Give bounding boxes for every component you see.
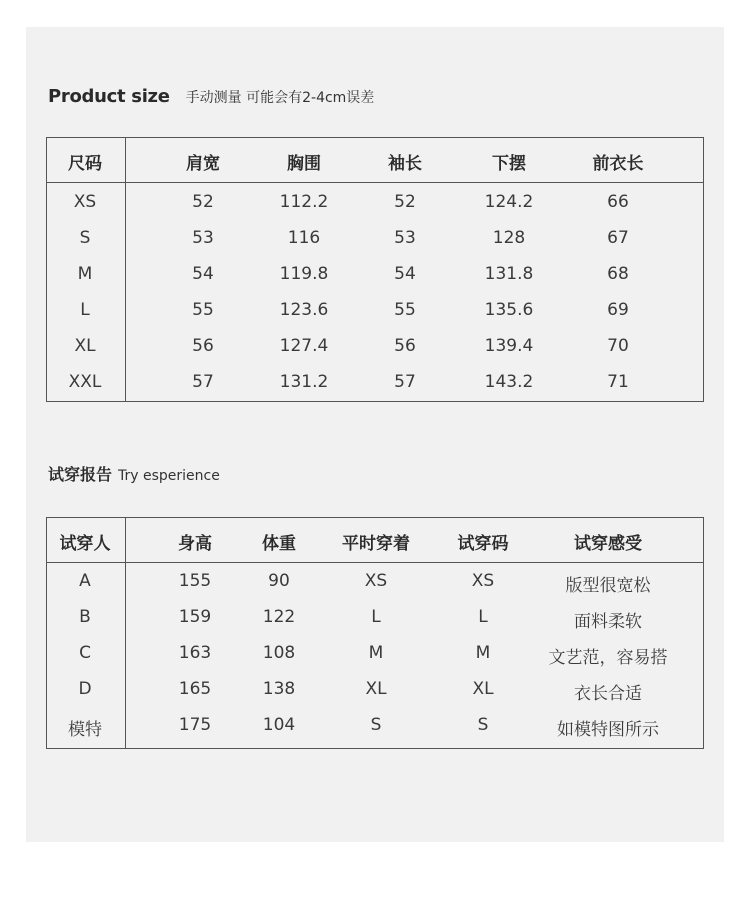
size-table-cell: L (80, 300, 90, 320)
try-table-cell: 如模特图所示 (557, 720, 659, 740)
size-table-cell: M (77, 264, 93, 284)
try-table-cell: 版型很宽松 (565, 576, 651, 596)
size-table-cell: 53 (394, 228, 416, 248)
try-table-header-cell: 体重 (262, 534, 296, 554)
size-table-cell: 68 (607, 264, 629, 284)
size-table-cell: 66 (607, 192, 629, 212)
size-table-header-cell: 袖长 (388, 154, 422, 174)
try-table-header-cell: 试穿码 (457, 534, 509, 554)
try-table-header-divider (47, 562, 703, 563)
try-table-cell: 165 (178, 679, 212, 699)
size-table-cell: 56 (394, 336, 416, 356)
size-table-cell: 54 (192, 264, 214, 284)
try-table-header-cell: 平时穿着 (342, 534, 410, 554)
try-table-cell: 163 (178, 643, 212, 663)
size-table-cell: 69 (607, 300, 629, 320)
try-table-cell: 175 (178, 715, 212, 735)
try-table-cell: M (475, 643, 491, 663)
try-table-cell: D (78, 679, 92, 699)
try-table-header-cell: 试穿感受 (574, 534, 642, 554)
size-table-header-divider (47, 182, 703, 183)
size-table (46, 137, 704, 402)
try-table-cell: 138 (262, 679, 296, 699)
size-table-cell: 67 (607, 228, 629, 248)
size-section-note: 手动测量 可能会有2-4cm误差 (185, 90, 375, 106)
try-table-cell: XL (472, 679, 494, 699)
try-table-cell: C (79, 643, 91, 663)
try-table-cell: XL (365, 679, 387, 699)
try-table-cell: 90 (268, 571, 290, 591)
try-section-title: 试穿报告 (48, 465, 113, 484)
size-table-cell: 131.8 (484, 264, 534, 284)
try-table-cell: B (79, 607, 91, 627)
size-table-cell: 55 (192, 300, 214, 320)
try-table-column-divider (125, 518, 126, 748)
size-section-title: Product size (48, 86, 170, 107)
size-table-cell: XXL (68, 372, 102, 392)
size-table-cell: 54 (394, 264, 416, 284)
size-table-cell: 131.2 (279, 372, 329, 392)
size-table-cell: 128 (492, 228, 526, 248)
size-table-header-cell: 前衣长 (592, 154, 644, 174)
try-table-cell: M (368, 643, 384, 663)
size-table-header-cell: 胸围 (287, 154, 321, 174)
size-table-cell: 70 (607, 336, 629, 356)
try-section-heading (48, 462, 220, 485)
size-table-header-cell: 肩宽 (186, 154, 220, 174)
size-table-cell: 116 (287, 228, 321, 248)
size-table-cell: 53 (192, 228, 214, 248)
try-table-header-cell: 身高 (178, 534, 212, 554)
try-table-cell: 文艺范，容易搭 (548, 648, 668, 668)
size-table-cell: S (79, 228, 91, 248)
size-table-cell: 55 (394, 300, 416, 320)
size-table-cell: 123.6 (279, 300, 329, 320)
size-table-header-cell: 尺码 (68, 154, 102, 174)
try-table-cell: S (477, 715, 489, 735)
size-table-cell: 112.2 (279, 192, 329, 212)
size-table-cell: 52 (192, 192, 214, 212)
size-table-cell: 139.4 (484, 336, 534, 356)
try-table-cell: 122 (262, 607, 296, 627)
size-table-cell: 71 (607, 372, 629, 392)
size-table-cell: 124.2 (484, 192, 534, 212)
try-table-cell: 159 (178, 607, 212, 627)
size-table-cell: 143.2 (484, 372, 534, 392)
size-table-cell: 119.8 (279, 264, 329, 284)
size-table-column-divider (125, 138, 126, 401)
try-table-cell: S (370, 715, 382, 735)
try-table-cell: 155 (178, 571, 212, 591)
size-table-cell: 135.6 (484, 300, 534, 320)
try-table-header-cell: 试穿人 (59, 534, 111, 554)
size-table-cell: XS (73, 192, 97, 212)
try-table-cell: 面料柔软 (574, 612, 642, 632)
size-table-cell: XL (74, 336, 96, 356)
size-section-heading (48, 86, 374, 107)
try-table-cell: XS (471, 571, 495, 591)
try-table-cell: 模特 (68, 720, 102, 740)
try-section-subtitle: Try esperience (118, 468, 220, 484)
size-table-cell: 56 (192, 336, 214, 356)
try-table (46, 517, 704, 749)
try-table-cell: 108 (262, 643, 296, 663)
size-table-cell: 57 (394, 372, 416, 392)
try-table-cell: L (478, 607, 488, 627)
size-table-header-cell: 下摆 (492, 154, 526, 174)
try-table-cell: 104 (262, 715, 296, 735)
size-table-cell: 52 (394, 192, 416, 212)
size-table-cell: 57 (192, 372, 214, 392)
try-table-cell: XS (364, 571, 388, 591)
try-table-cell: L (371, 607, 381, 627)
try-table-cell: 衣长合适 (574, 684, 642, 704)
try-table-cell: A (79, 571, 91, 591)
size-table-cell: 127.4 (279, 336, 329, 356)
